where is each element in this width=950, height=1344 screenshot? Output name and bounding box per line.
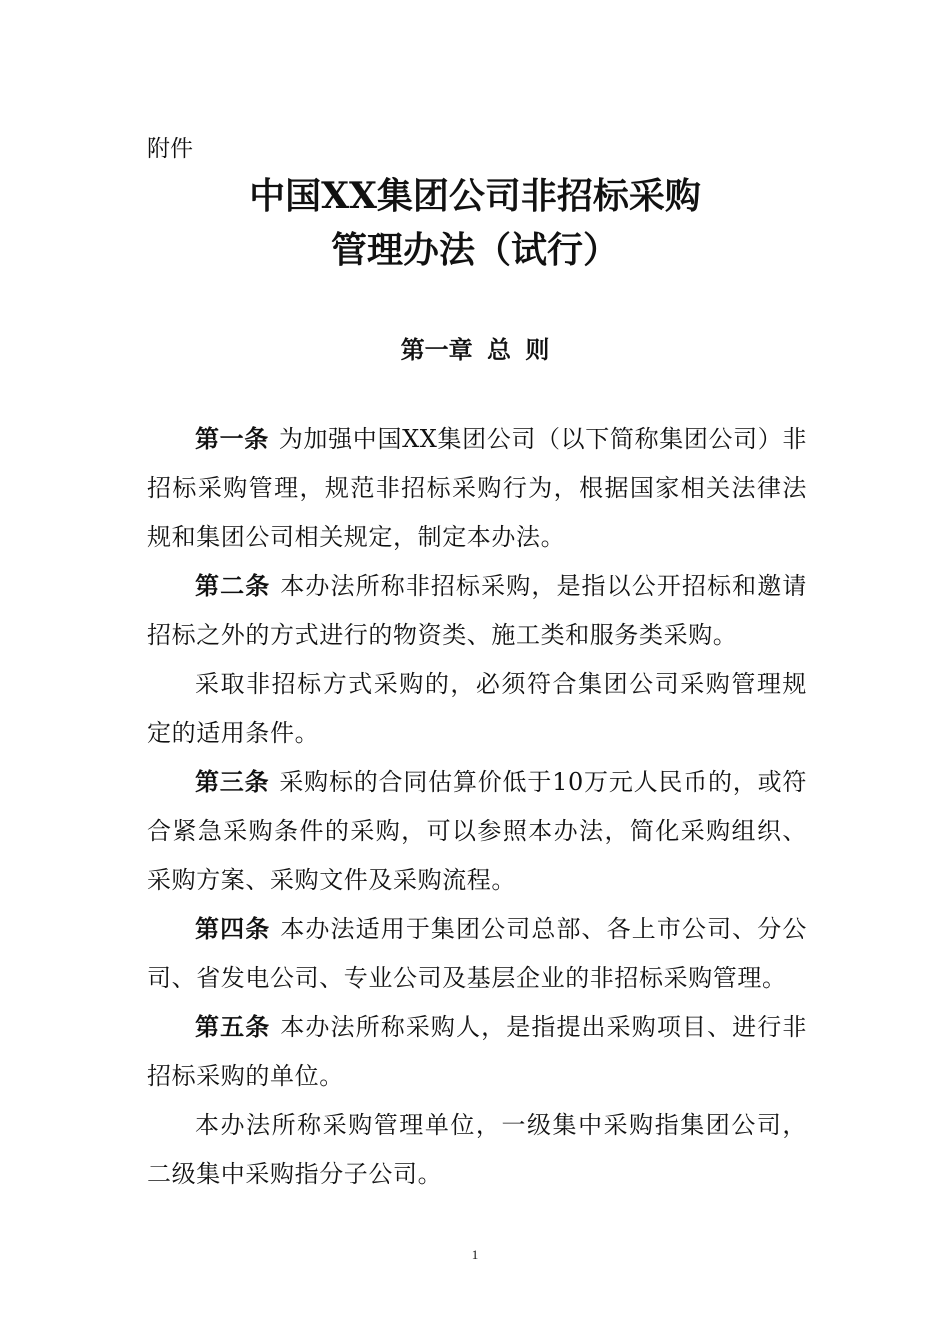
article-number: 第三条 (195, 768, 270, 796)
article-number: 第二条 (195, 572, 271, 600)
article-paragraph (147, 758, 807, 905)
article-paragraph (147, 415, 807, 562)
article-number: 第五条 (195, 1013, 271, 1041)
body-paragraph (147, 1101, 807, 1199)
article-number: 第四条 (195, 915, 271, 943)
article-text: 本办法所称非招标采购，是指以公开招标和邀请招标之外的方式进行的物资类、施工类和服务类采购。 (147, 572, 807, 649)
article-text: 本办法适用于集团公司总部、各上市公司、分公司、省发电公司、专业公司及基层企业的非招标采购管理。 (147, 915, 807, 992)
article-text: 采购标的合同估算价低于10万元人民币的，或符合紧急采购条件的采购，可以参照本办法，简化采购组织、采购方案、采购文件及采购流程。 (147, 768, 807, 894)
article-paragraph (147, 1003, 807, 1101)
document-title-line-1: 中国XX集团公司非招标采购 (249, 175, 701, 217)
article-paragraph (147, 905, 807, 1003)
article-text: 本办法所称采购人，是指提出采购项目、进行非招标采购的单位。 (147, 1013, 807, 1090)
article-text: 为加强中国XX集团公司（以下简称集团公司）非招标采购管理，规范非招标采购行为，根据国家相关法律法规和集团公司相关规定，制定本办法。 (147, 425, 807, 551)
document-title-line-2: 管理办法（试行） (330, 229, 619, 271)
attachment-label: 附件 (147, 136, 193, 162)
paragraph-text: 采取非招标方式采购的，必须符合集团公司采购管理规定的适用条件。 (147, 670, 807, 747)
paragraph-text: 本办法所称采购管理单位，一级集中采购指集团公司，二级集中采购指分子公司。 (147, 1111, 807, 1188)
body-paragraph (147, 660, 807, 758)
chapter-heading: 第一章 总 则 (400, 335, 550, 364)
article-paragraph (147, 562, 807, 660)
page-number: 1 (471, 1247, 479, 1262)
article-number: 第一条 (195, 425, 269, 453)
